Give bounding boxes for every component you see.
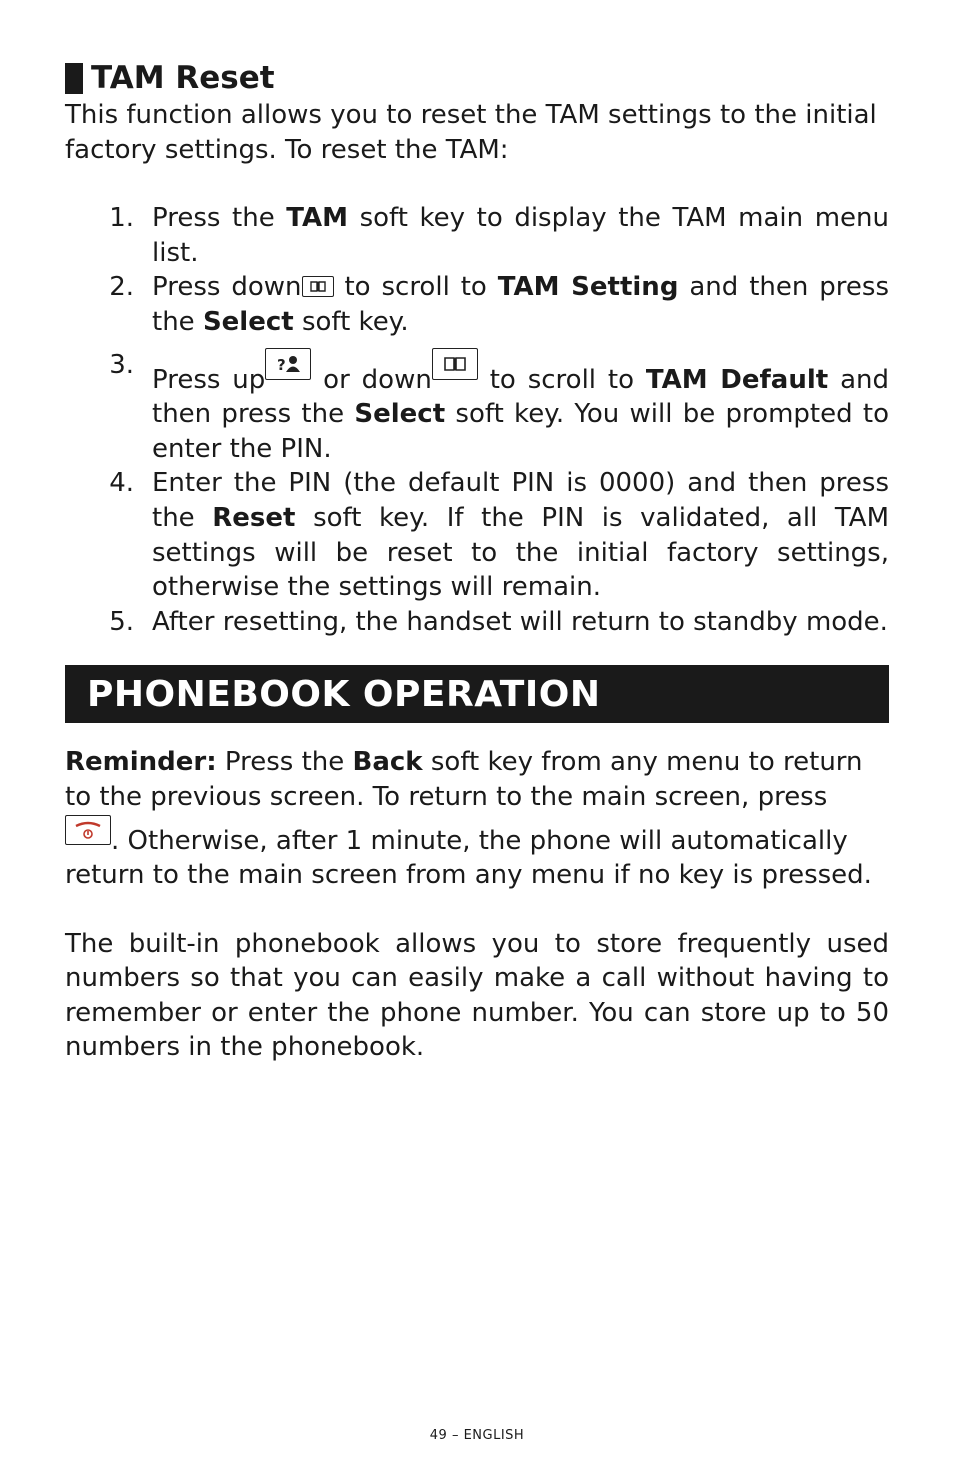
end-call-icon <box>65 815 111 845</box>
phonebook-operation-banner: PHONEBOOK OPERATION <box>65 665 889 723</box>
svg-text:?: ? <box>277 355 286 374</box>
list-item: 5. After resetting, the handset will return to standby mode. <box>109 606 888 637</box>
tam-reset-intro: This function allows you to reset the TAM settings to the initial factory settings. To reset the TAM: <box>65 100 877 165</box>
heading-bar-icon <box>65 63 83 94</box>
reminder-paragraph: Reminder: Press the Back soft key from any menu to return to the previous screen. To return to the main screen, press . Otherwise, after 1 minute, the phone will automatically return to the main screen from any menu if no key is pressed. <box>65 747 872 891</box>
phonebook-book-icon <box>302 276 334 297</box>
list-item: 4. Enter the PIN (the default PIN is 0000) and then press the Reset soft key. If the PIN is validated, all TAM settings will be reset to the initial factory settings, otherwise the settings will remain. <box>109 468 889 603</box>
list-item: 1. Press the TAM soft key to display the TAM main menu list. <box>109 203 889 268</box>
phonebook-book-icon <box>432 348 478 380</box>
page-footer: 49 – ENGLISH <box>429 1428 525 1443</box>
tam-reset-steps <box>65 201 889 639</box>
list-item: 2. Press down to scroll to TAM Setting and then press the Select soft key. <box>109 272 889 337</box>
list-item: 3. Press up ? or down to scroll to TAM Default and then press the Select soft key. You will be prompted to enter the PIN. <box>109 349 890 464</box>
page-content <box>65 58 889 1065</box>
caller-id-icon <box>265 348 311 380</box>
tam-reset-heading: TAM Reset <box>65 58 889 98</box>
phonebook-description: The built-in phonebook allows you to store frequently used numbers so that you can easily make a call without having to remember or enter the phone number. You can store up to 50 numbers in the phonebook. <box>65 928 889 1063</box>
